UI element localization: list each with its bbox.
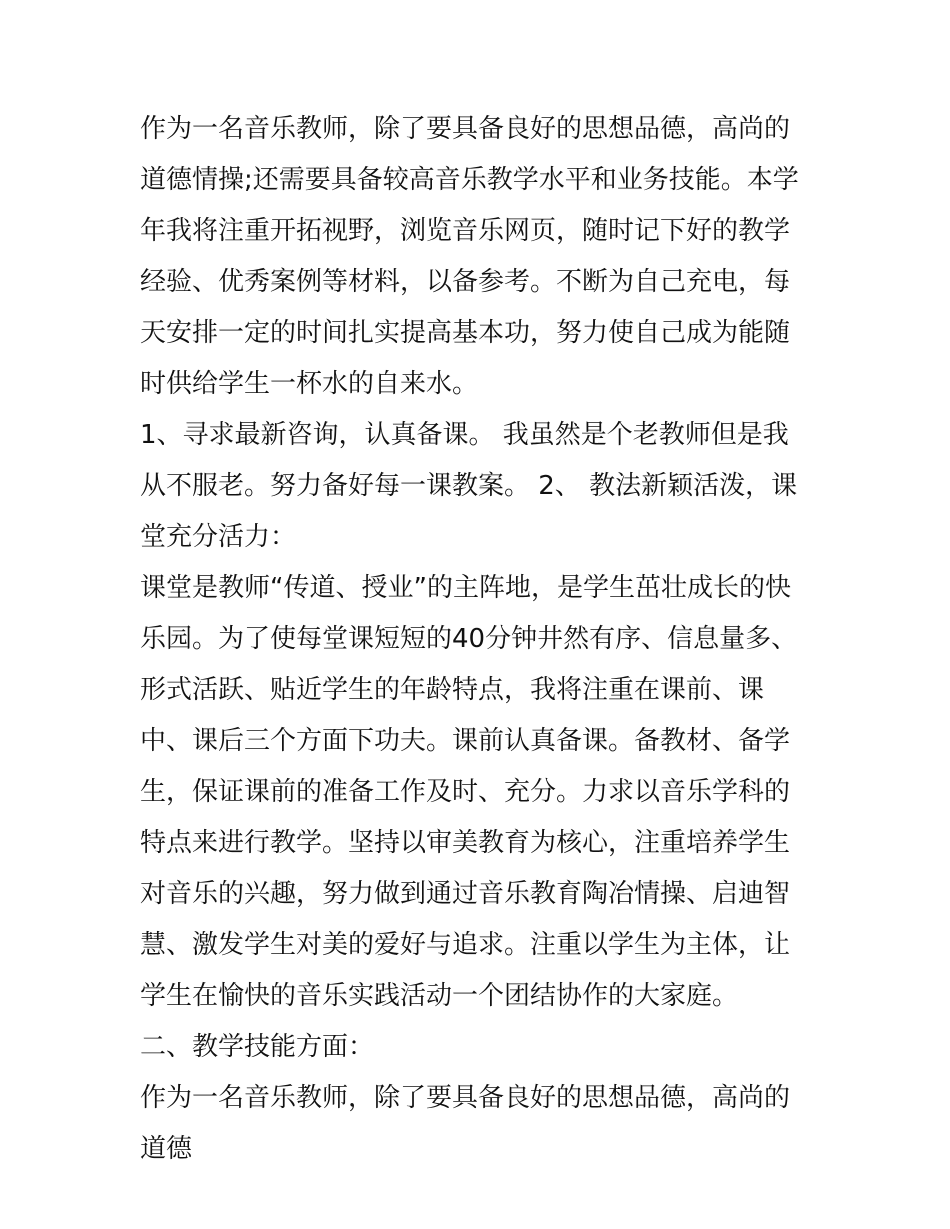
paragraph-item-1: 1、寻求最新咨询，认真备课。 我虽然是个老教师但是我从不服老。努力备好每一课教案。 2、 教法新颖活泼，课堂充分活力： [140,420,798,552]
paragraph-classroom: 课堂是教师“传道、授业”的主阵地，是学生茁壮成长的快乐园。为了使每堂课短短的40分钟井然有序、信息量多、形式活跃、贴近学生的年龄特点，我将注重在课前、课中、课后三个方面下功夫。课前认真备课。备教材、备学生，保证课前的准备工作及时、充分。力求以音乐学科的特点来进行教学。坚持以审美教育为核心，注重培养学生对音乐的兴趣，努力做到通过音乐教育陶冶情操、启迪智慧、激发学生对美的爱好与追求。注重以学生为主体，让学生在愉快的音乐实践活动一个团结协作的大家庭。 [140,573,798,1011]
paragraph-intro: 作为一名音乐教师，除了要具备良好的思想品德，高尚的道德情操;还需要具备较高音乐教学水平和业务技能。本学年我将注重开拓视野，浏览音乐网页，随时记下好的教学经验、优秀案例等材料，以备参考。不断为自己充电，每天安排一定的时间扎实提高基本功，努力使自己成为能随时供给学生一杯水的自来水。 [140,114,799,399]
paragraph-repeat-intro: 作为一名音乐教师，除了要具备良好的思想品德，高尚的道德 [140,1083,791,1164]
document-body [140,104,812,1175]
section-heading-teaching-skills: 二、教学技能方面： [140,1032,375,1062]
